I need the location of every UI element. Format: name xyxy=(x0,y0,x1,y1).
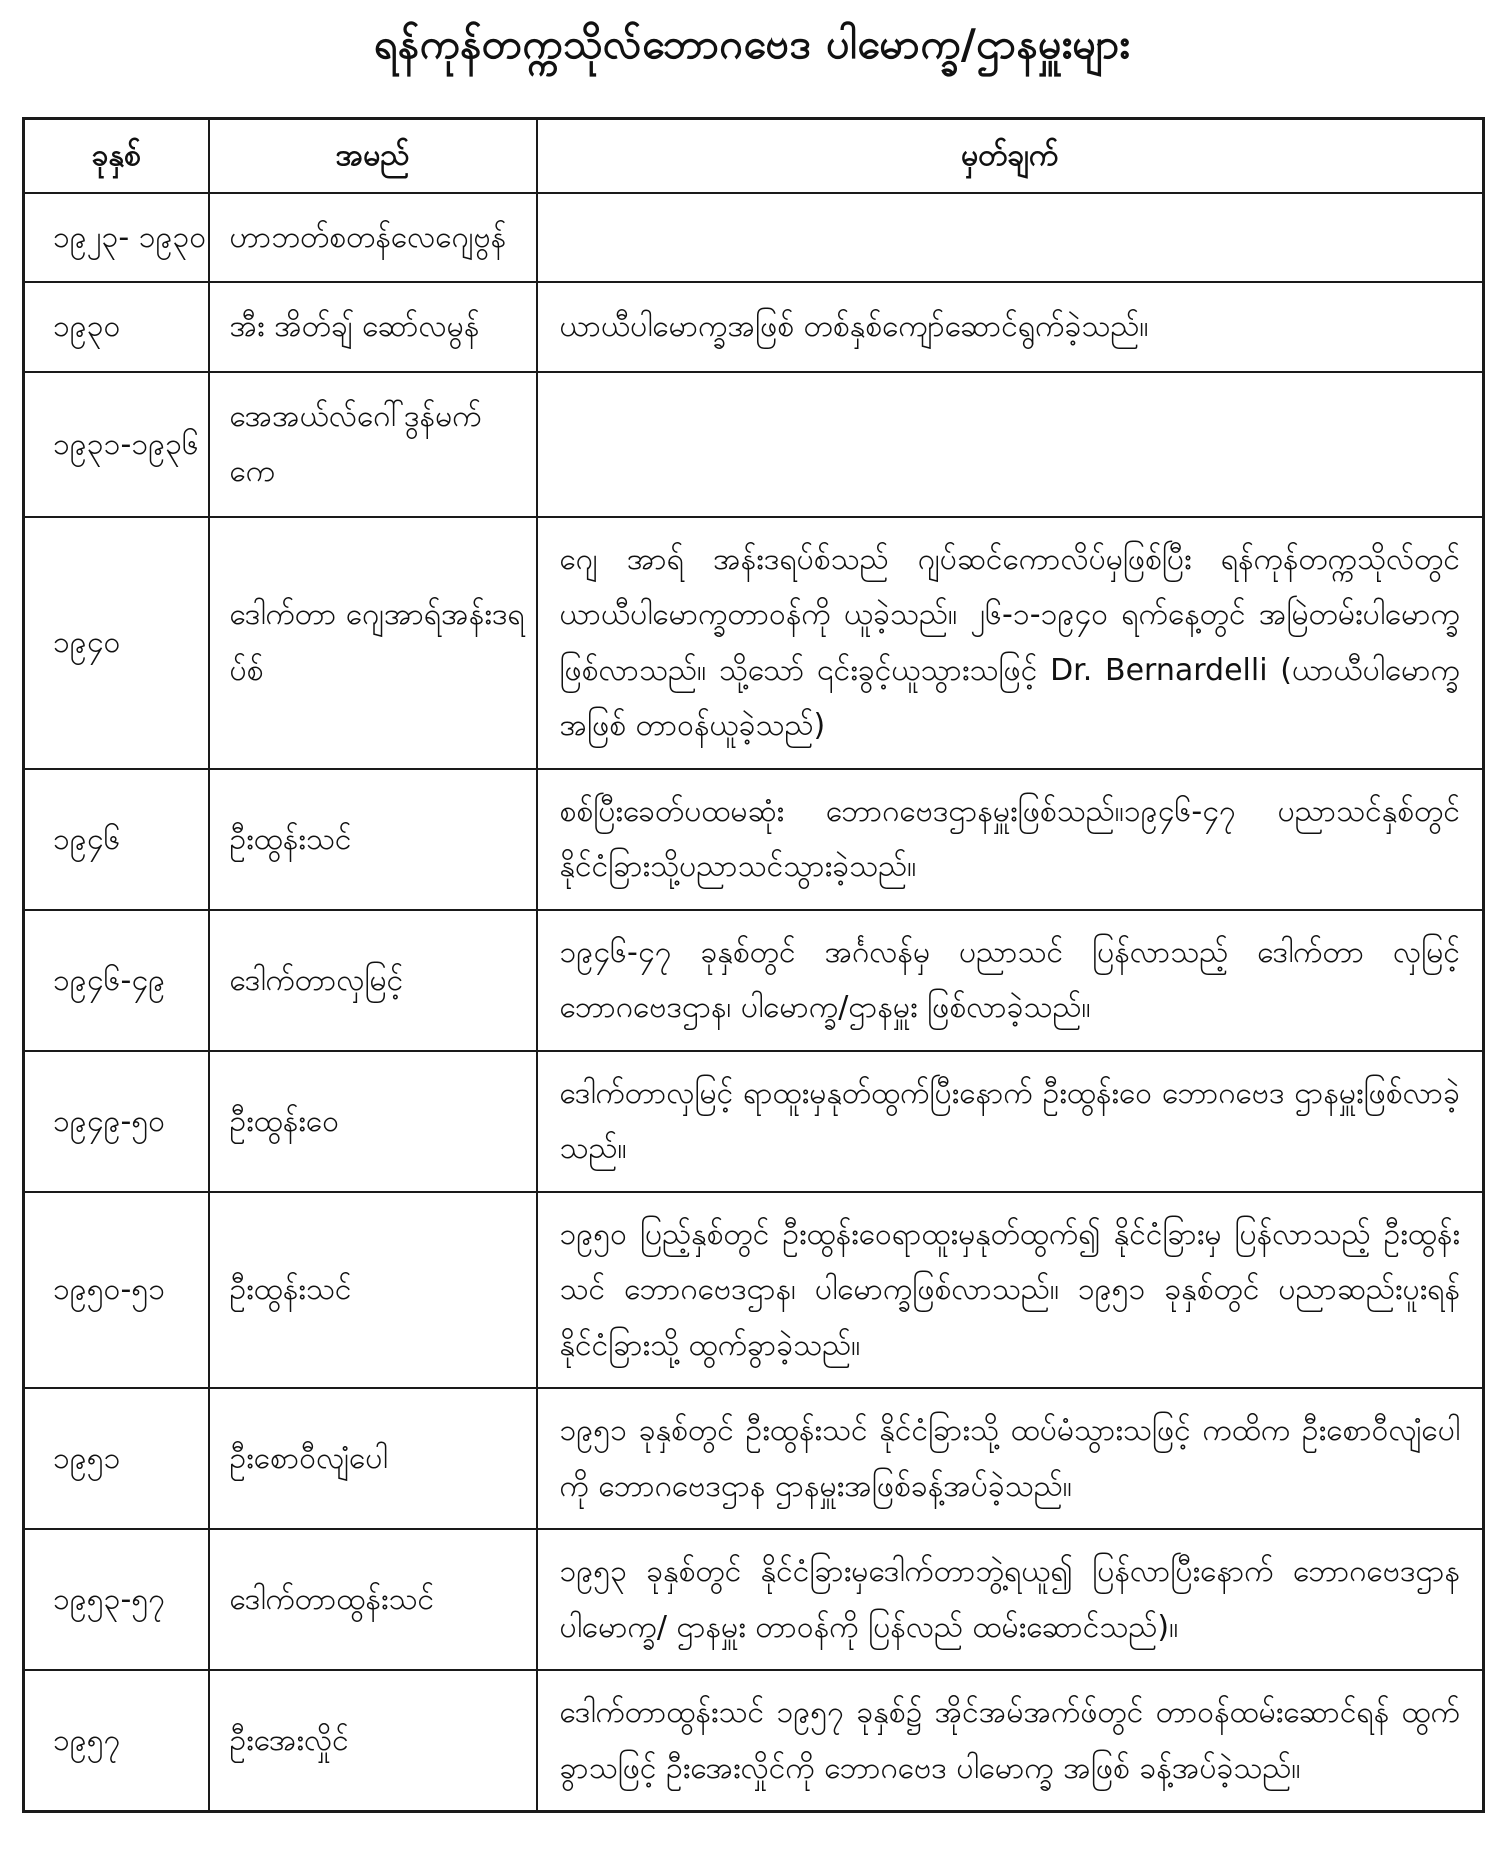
page-title: ရန်ကုန်တက္ကသိုလ်ဘောဂဗေဒ ပါမောက္ခ/ဌာနမှူးများ xyxy=(373,20,1131,68)
year-cell: ၁၉၂၃- ၁၉၃၀ xyxy=(24,193,209,283)
name-cell: ဦးထွန်းသင် xyxy=(209,769,537,910)
name-cell: ဦးထွန်းသင် xyxy=(209,1192,537,1389)
table-row xyxy=(24,193,1484,283)
table-row xyxy=(24,1051,1484,1192)
year-cell: ၁၉၅၇ xyxy=(24,1670,209,1812)
year-cell: ၁၉၄၆ xyxy=(24,769,209,910)
remark-cell: ဂျေ အာရ် အန်းဒရပ်စ်သည် ဂျပ်ဆင်ကောလိပ်မှဖြစ်ပြီး ရန်ကုန်တက္ကသိုလ်တွင် ယာယီပါမောက္ခတာဝန်ကို ယူခဲ့သည်။ ၂၆-၁-၁၉၄၀ ရက်နေ့တွင် အမြဲတမ်းပါမောက္ခဖြစ်လာသည်။ သို့သော် ၎င်းခွင့်ယူသွားသဖြင့် Dr. Bernardelli (ယာယီပါမောက္ခအဖြစ် တာဝန်ယူခဲ့သည်) xyxy=(537,517,1484,769)
table-row xyxy=(24,910,1484,1051)
column-header-year: ခုနှစ် xyxy=(24,119,209,193)
table-row xyxy=(24,1192,1484,1389)
year-cell: ၁၉၅၃-၅၇ xyxy=(24,1529,209,1670)
table-header xyxy=(24,119,1484,193)
remark-cell xyxy=(537,372,1484,517)
name-cell: ဒေါက်တာထွန်းသင် xyxy=(209,1529,537,1670)
year-cell: ၁၉၃၀ xyxy=(24,282,209,372)
column-header-name: အမည် xyxy=(209,119,537,193)
name-cell: ဒေါက်တာ ဂျေအာရ်အန်းဒရပ်စ် xyxy=(209,517,537,769)
table-row xyxy=(24,1670,1484,1812)
remark-cell: ၁၉၅၀ ပြည့်နှစ်တွင် ဦးထွန်းဝေရာထူးမှနုတ်ထွက်၍ နိုင်ငံခြားမှ ပြန်လာသည့် ဦးထွန်းသင် ဘောဂဗေဒဌာန၊ ပါမောက္ခဖြစ်လာသည်။ ၁၉၅၁ ခုနှစ်တွင် ပညာဆည်းပူးရန် နိုင်ငံခြားသို့ ထွက်ခွာခဲ့သည်။ xyxy=(537,1192,1484,1389)
year-cell: ၁၉၄၉-၅၀ xyxy=(24,1051,209,1192)
remark-cell: ဒေါက်တာလှမြင့် ရာထူးမှနုတ်ထွက်ပြီးနောက် ဦးထွန်းဝေ ဘောဂဗေဒ ဌာနမှူးဖြစ်လာခဲ့သည်။ xyxy=(537,1051,1484,1192)
remark-cell: ၁၉၅၃ ခုနှစ်တွင် နိုင်ငံခြားမှဒေါက်တာဘွဲ့ရယူ၍ ပြန်လာပြီးနောက် ဘောဂဗေဒဌာန ပါမောက္ခ/ ဌာနမှူး တာဝန်ကို ပြန်လည် ထမ်းဆောင်သည်)။ xyxy=(537,1529,1484,1670)
table-row xyxy=(24,517,1484,769)
year-cell: ၁၉၃၁-၁၉၃၆ xyxy=(24,372,209,517)
table-body xyxy=(24,193,1484,1812)
column-header-remark: မှတ်ချက် xyxy=(537,119,1484,193)
year-cell: ၁၉၅၁ xyxy=(24,1388,209,1529)
table-row xyxy=(24,282,1484,372)
year-cell: ၁၉၄၀ xyxy=(24,517,209,769)
header-row xyxy=(24,119,1484,193)
table-row xyxy=(24,1529,1484,1670)
remark-cell: ယာယီပါမောက္ခအဖြစ် တစ်နှစ်ကျော်ဆောင်ရွက်ခဲ့သည်။ xyxy=(537,282,1484,372)
remark-cell: ၁၉၅၁ ခုနှစ်တွင် ဦးထွန်းသင် နိုင်ငံခြားသို့ ထပ်မံသွားသဖြင့် ကထိက ဦးစောဝီလျံပေါကို ဘောဂဗေဒဌာန ဌာနမှူးအဖြစ်ခန့်အပ်ခဲ့သည်။ xyxy=(537,1388,1484,1529)
name-cell: ဒေါက်တာလှမြင့် xyxy=(209,910,537,1051)
name-cell: ဟာဘတ်စတန်လေဂျေဗွန် xyxy=(209,193,537,283)
name-cell: ဦးအေးလှိုင် xyxy=(209,1670,537,1812)
professors-table xyxy=(22,117,1485,1813)
year-cell: ၁၉၅၀-၅၁ xyxy=(24,1192,209,1389)
remark-cell: ၁၉၄၆-၄၇ ခုနှစ်တွင် အင်္ဂလန်မှ ပညာသင် ပြန်လာသည့် ဒေါက်တာ လှမြင့် ဘောဂဗေဒဌာန၊ ပါမောက္ခ/ဌာနမှူး ဖြစ်လာခဲ့သည်။ xyxy=(537,910,1484,1051)
name-cell: အီး အိတ်ချ် ဆော်လမွန် xyxy=(209,282,537,372)
remark-cell: စစ်ပြီးခေတ်ပထမဆုံး ဘောဂဗေဒဌာနမှူးဖြစ်သည်။၁၉၄၆-၄၇ ပညာသင်နှစ်တွင် နိုင်ငံခြားသို့ပညာသင်သွားခဲ့သည်။ xyxy=(537,769,1484,910)
name-cell: အေအယ်လ်ဂေါ်ဒွန်မက်ကေ xyxy=(209,372,537,517)
name-cell: ဦးထွန်းဝေ xyxy=(209,1051,537,1192)
year-cell: ၁၉၄၆-၄၉ xyxy=(24,910,209,1051)
remark-cell xyxy=(537,193,1484,283)
name-cell: ဦးစောဝီလျံပေါ xyxy=(209,1388,537,1529)
remark-cell: ဒေါက်တာထွန်းသင် ၁၉၅၇ ခုနှစ်၌ အိုင်အမ်အက်ဖ်တွင် တာဝန်ထမ်းဆောင်ရန် ထွက်ခွာသဖြင့် ဦးအေးလှိုင်ကို ဘောဂဗေဒ ပါမောက္ခ အဖြစ် ခန့်အပ်ခဲ့သည်။ xyxy=(537,1670,1484,1812)
table-row xyxy=(24,1388,1484,1529)
table-row xyxy=(24,769,1484,910)
table-row xyxy=(24,372,1484,517)
